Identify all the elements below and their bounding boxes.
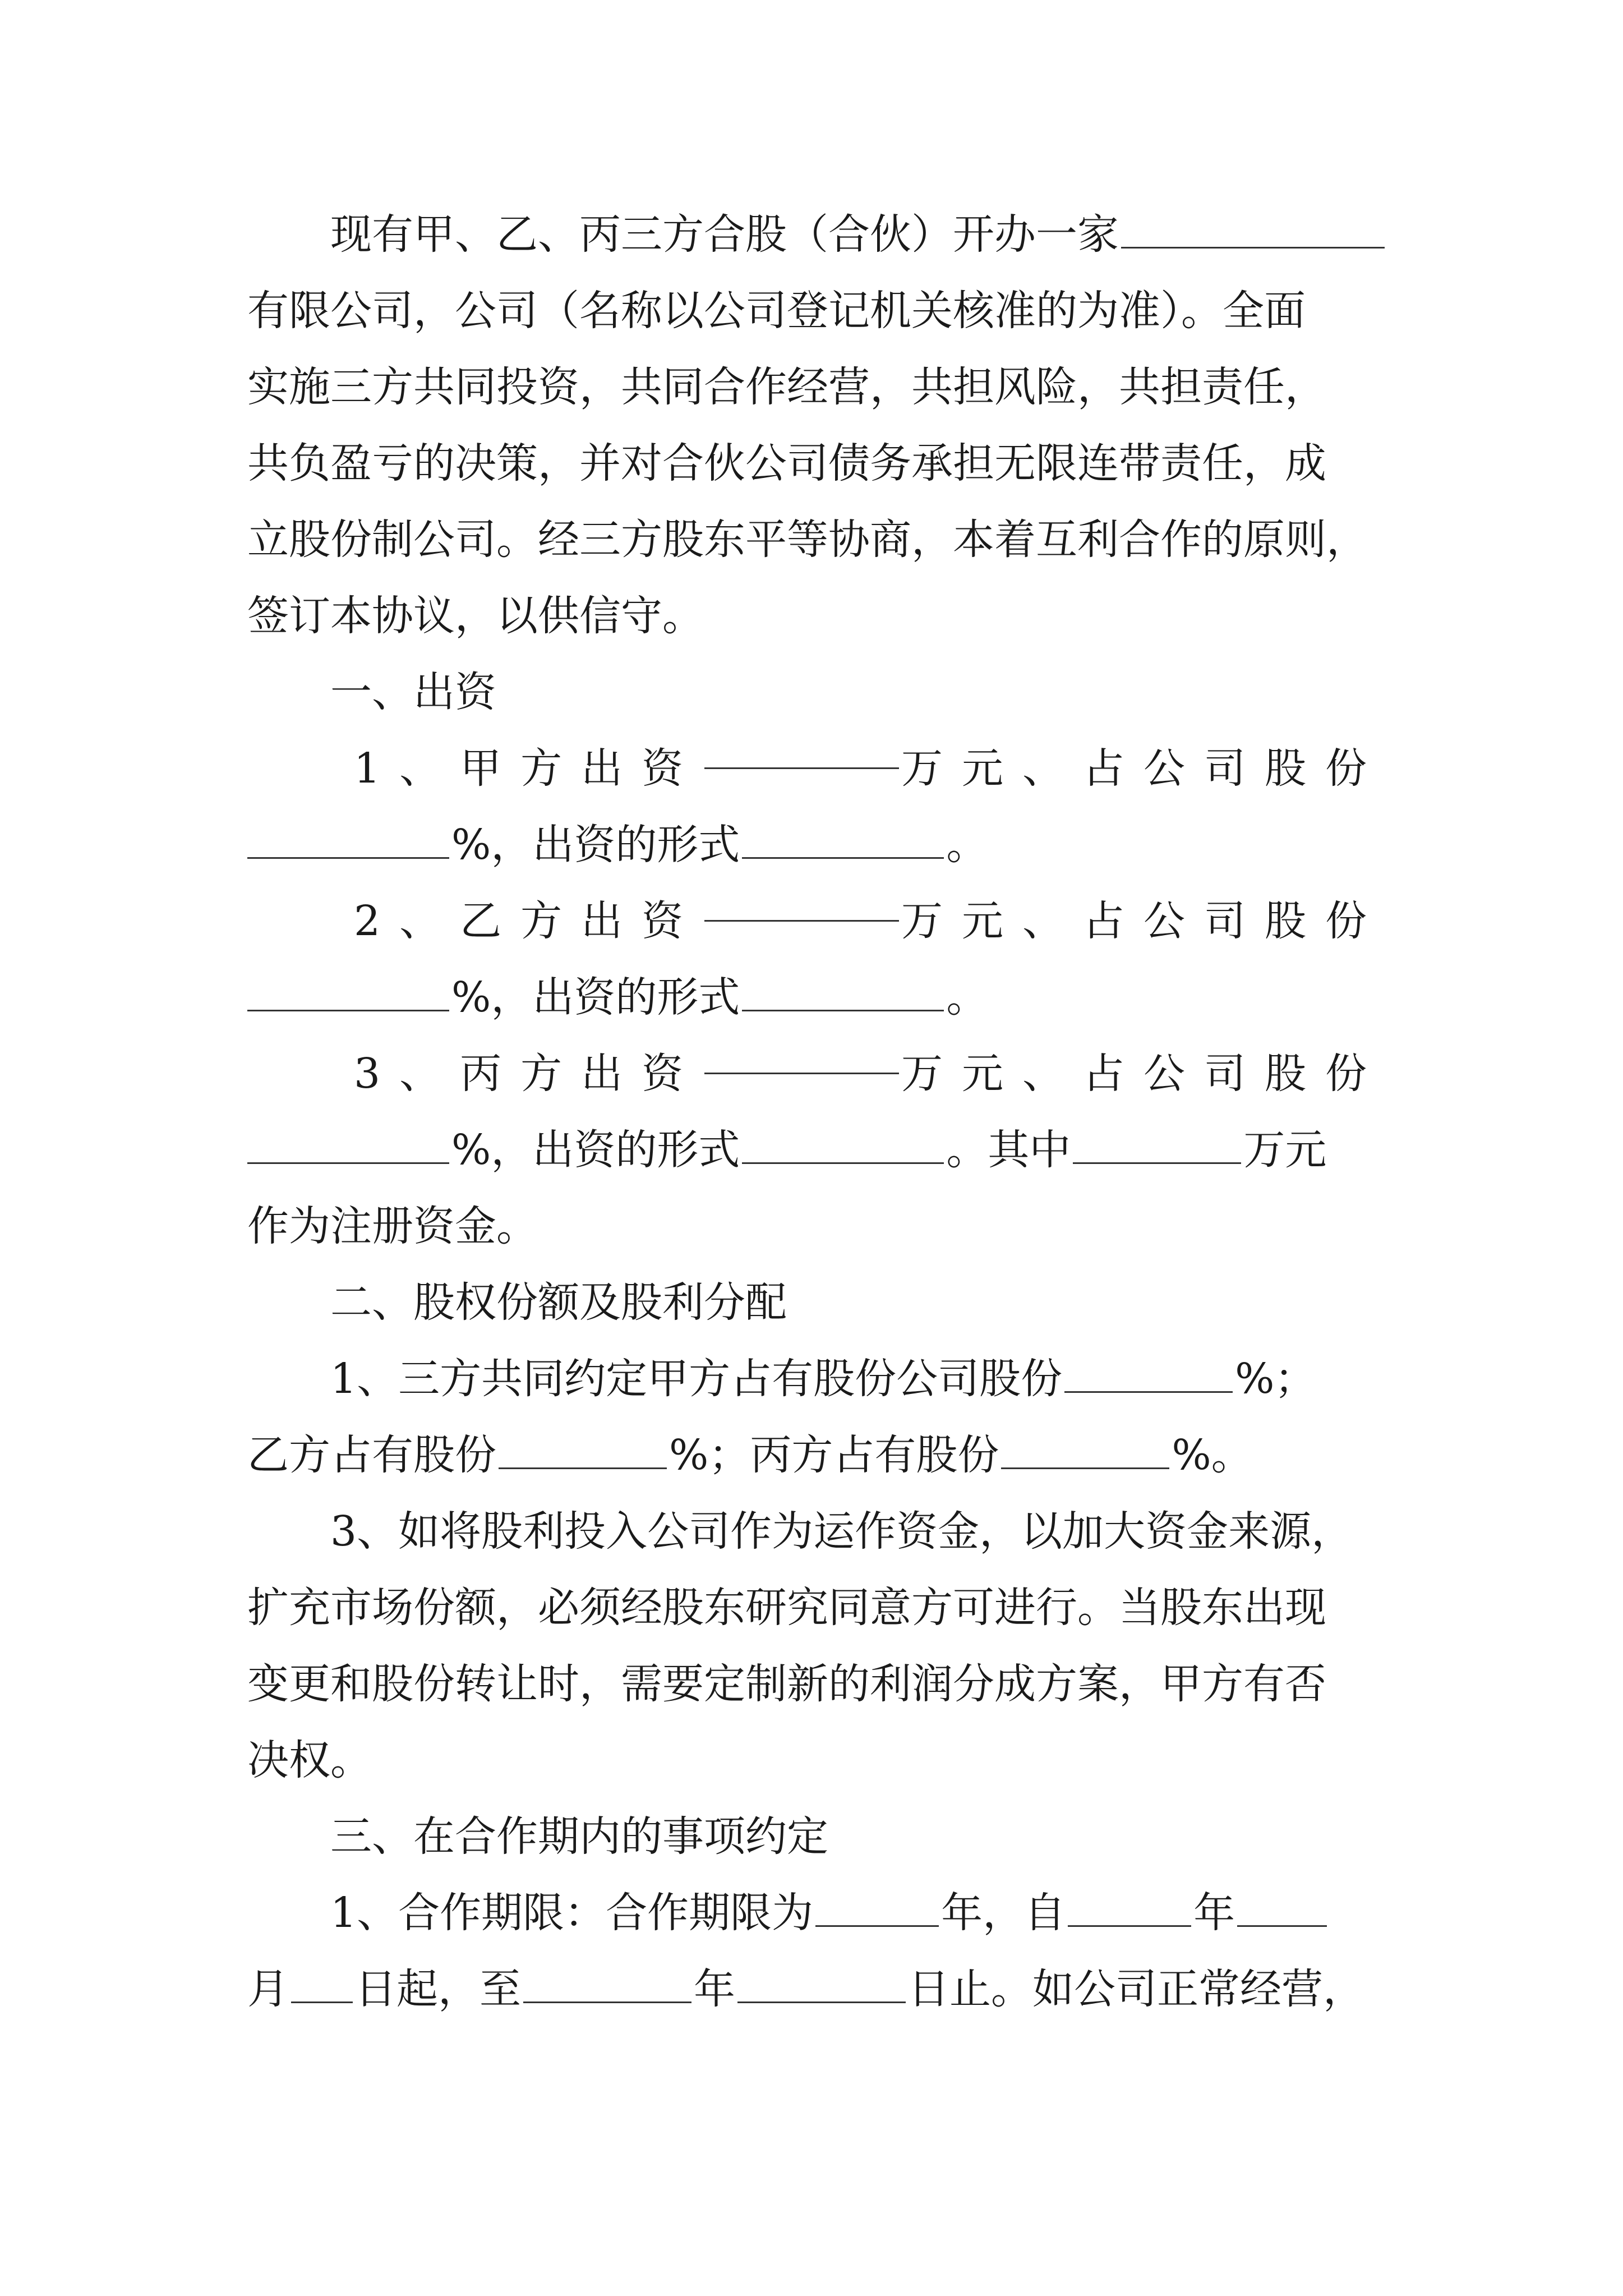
item-2-end: 。 [946, 973, 988, 1022]
section-2-item-1 [247, 1341, 1386, 1493]
s3-item-1-f: 年 [694, 1965, 735, 2013]
s2-item-1-line-1 [247, 1341, 1386, 1417]
term-years-blank[interactable] [815, 1888, 939, 1927]
s2-item-1-c: 乙方占有股份 [247, 1431, 496, 1479]
s3-item-1-d: 月 [247, 1965, 289, 2013]
s3-item-1-a: 1、合作期限：合作期限为 [330, 1889, 814, 1937]
item-3-mid: 万元、占公司股份 [901, 1050, 1386, 1098]
item-1-line-1 [247, 730, 1386, 807]
item-3-label: 3、丙方出资 [354, 1050, 703, 1098]
s3-item-1-e: 日起，至 [355, 1965, 521, 2013]
s2-item-3-line-2: 扩充市场份额，必须经股东研究同意方可进行。当股东出现 [247, 1584, 1326, 1632]
end-day-blank[interactable] [737, 1964, 906, 2003]
section-2-item-3 [247, 1493, 1386, 1798]
registered-capital-blank[interactable] [1073, 1125, 1241, 1164]
item-1-end: 。 [946, 821, 988, 869]
s2-item-1-b: %； [1235, 1355, 1316, 1403]
intro-line-4: 共负盈亏的决策，并对合伙公司债务承担无限连带责任，成 [247, 439, 1326, 487]
party-b-equity-blank[interactable] [499, 1430, 667, 1469]
party-c-amount-blank[interactable] [704, 1036, 899, 1074]
party-a-form-blank[interactable] [742, 820, 944, 859]
item-3-line-3: 作为注册资金。 [247, 1202, 538, 1250]
section-1-item-1 [247, 730, 1386, 883]
s2-item-3-line-1: 3、如将股利投入公司作为运作资金，以加大资金来源， [330, 1507, 1353, 1556]
item-3-wan: 万元 [1243, 1126, 1327, 1174]
item-3-mid2: 。其中 [946, 1126, 1071, 1174]
start-day-blank[interactable] [291, 1964, 353, 2003]
s2-item-3-line-4: 决权。 [247, 1736, 372, 1784]
intro-text-1: 现有甲、乙、丙三方合股（合伙）开办一家 [330, 210, 1119, 259]
intro-line-6: 签订本协议，以供信守。 [247, 592, 704, 640]
intro-line-5: 立股份制公司。经三方股东平等协商，本着互利合作的原则， [247, 516, 1368, 564]
intro-line-2: 有限公司，公司（名称以公司登记机关核准的为准）。全面 [247, 287, 1306, 335]
party-b-form-blank[interactable] [742, 973, 944, 1011]
item-3-pct: %，出资的形式 [451, 1126, 740, 1174]
section-2-heading: 二、股权份额及股利分配 [330, 1278, 787, 1327]
s2-item-1-a: 1、三方共同约定甲方占有股份公司股份 [330, 1355, 1063, 1403]
s3-item-1-c: 年 [1193, 1889, 1235, 1937]
end-year-blank[interactable] [523, 1964, 691, 2003]
agreement-text [247, 196, 1386, 2027]
s3-item-1-g: 日止。如公司正常经营， [908, 1965, 1364, 2013]
start-month-blank[interactable] [1237, 1888, 1327, 1927]
s2-item-1-e: %。 [1172, 1431, 1253, 1479]
s3-item-1-line-2 [247, 1951, 1386, 2027]
party-a-equity-blank[interactable] [1064, 1354, 1233, 1393]
company-name-blank[interactable] [1121, 210, 1385, 249]
party-b-amount-blank[interactable] [704, 883, 899, 922]
s2-item-1-d: %；丙方占有股份 [669, 1431, 999, 1479]
intro-line-1 [247, 196, 1386, 273]
item-2-label: 2、乙方出资 [354, 897, 703, 945]
party-a-share-blank[interactable] [247, 820, 449, 859]
party-c-share-blank[interactable] [247, 1125, 449, 1164]
item-1-line-2 [247, 807, 1386, 883]
section-3-item-1 [247, 1875, 1386, 2027]
s3-item-1-b: 年，自 [941, 1889, 1066, 1937]
section-1-heading: 一、出资 [330, 668, 496, 716]
item-2-line-1 [247, 883, 1386, 959]
start-year-blank[interactable] [1068, 1888, 1191, 1927]
s3-item-1-line-1 [247, 1875, 1386, 1951]
item-1-pct: %，出资的形式 [451, 821, 740, 869]
intro-paragraph [247, 196, 1386, 654]
section-1-item-3 [247, 1036, 1386, 1264]
intro-line-3: 实施三方共同投资，共同合作经营，共担风险，共担责任， [247, 363, 1326, 411]
party-b-share-blank[interactable] [247, 973, 449, 1011]
item-1-mid: 万元、占公司股份 [901, 744, 1386, 793]
item-2-line-2 [247, 959, 1386, 1036]
section-3-heading: 三、在合作期内的事项约定 [330, 1812, 828, 1861]
party-c-equity-blank[interactable] [1001, 1430, 1169, 1469]
item-3-line-2 [247, 1112, 1386, 1188]
section-1-item-2 [247, 883, 1386, 1036]
party-a-amount-blank[interactable] [704, 730, 899, 769]
party-c-form-blank[interactable] [742, 1125, 944, 1164]
s2-item-3-line-3: 变更和股份转让时，需要定制新的利润分成方案，甲方有否 [247, 1660, 1326, 1708]
s2-item-1-line-2 [247, 1417, 1386, 1493]
item-3-line-1 [247, 1036, 1386, 1112]
item-2-mid: 万元、占公司股份 [901, 897, 1386, 945]
item-1-label: 1、甲方出资 [354, 744, 703, 793]
item-2-pct: %，出资的形式 [451, 973, 740, 1022]
